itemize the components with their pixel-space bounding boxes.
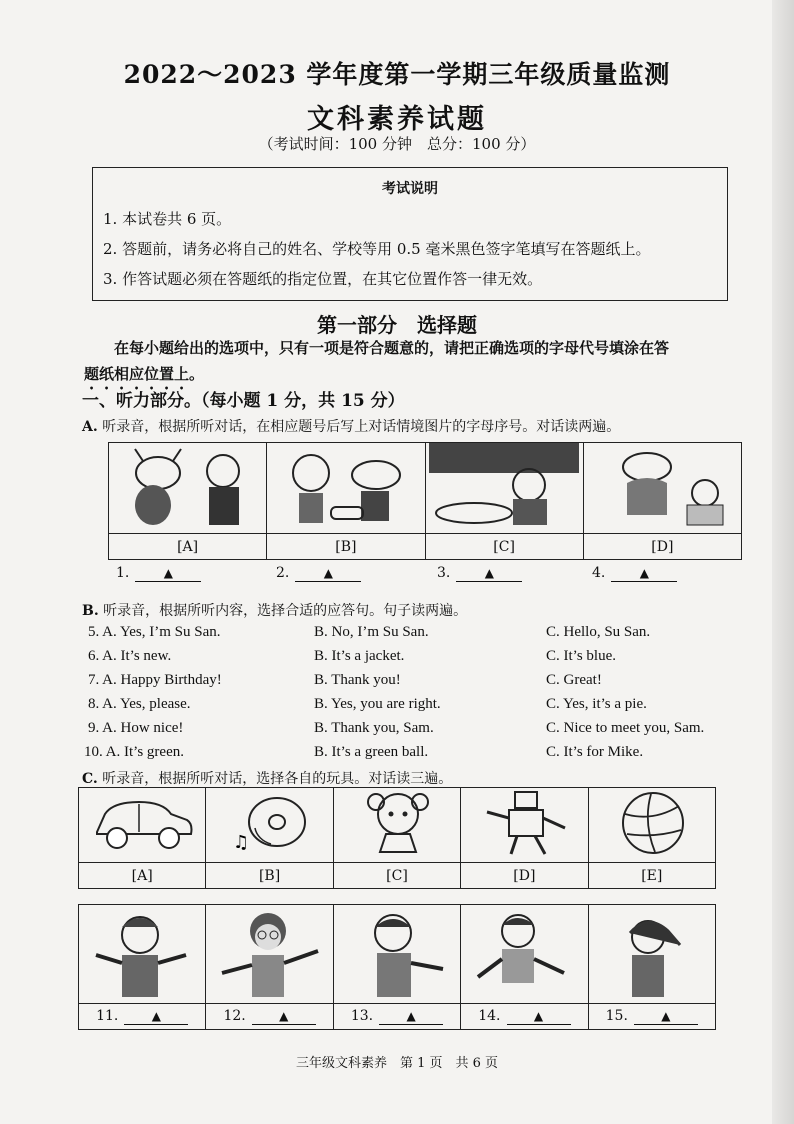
mice-dialogue-illustration <box>113 443 263 529</box>
q5-option-c[interactable]: C. Hello, Su San. <box>546 624 651 640</box>
picture-cell-d <box>583 443 741 534</box>
answer-marker: ▲ <box>323 566 333 580</box>
toy-label: [E] <box>588 863 715 889</box>
table-party-illustration <box>429 443 579 529</box>
q5-option-b[interactable]: B. No, I’m Su San. <box>314 624 429 640</box>
part1-title: 第一部分 选择题 <box>317 313 477 337</box>
toy-label: [B] <box>206 863 333 889</box>
section-b-text: 听录音，根据所听内容，选择合适的应答句。句子读两遍。 <box>103 603 468 619</box>
exam-time-info: （考试时间：100 分钟 总分：100 分） <box>258 135 536 153</box>
q7-option-b[interactable]: B. Thank you! <box>314 672 401 688</box>
child-answer-15 <box>588 1004 715 1030</box>
answer-marker: ▲ <box>533 1009 544 1023</box>
q9-option-c[interactable]: C. Nice to meet you, Sam. <box>546 720 705 736</box>
section-a-label: A. <box>82 419 98 435</box>
picture-label: [C] <box>425 534 583 560</box>
answer-blank[interactable] <box>124 1008 188 1025</box>
child-cell-11 <box>79 905 206 1004</box>
answer-blank[interactable] <box>252 1008 316 1025</box>
picture-label: [A] <box>109 534 267 560</box>
q10-option-b[interactable]: B. It’s a green ball. <box>314 744 429 760</box>
section-b-instruction <box>82 600 467 620</box>
part1-instruction: 在每小题给出的选项中，只有一项是符合题意的，请把正确选项的字母代号填涂在答 <box>114 339 670 357</box>
answer-number: 2. <box>276 565 290 581</box>
section-a-text: 听录音，根据所听对话，在相应题号后写上对话情境图片的字母序号。对话读两遍。 <box>102 419 621 435</box>
answer-marker: ▲ <box>639 566 649 580</box>
q6-option-a[interactable]: 6. A. It’s new. <box>88 648 172 664</box>
answer-blank[interactable] <box>456 565 522 582</box>
exam-subtitle: 文科素养试题 <box>307 104 487 135</box>
q8-option-c[interactable]: C. Yes, it’s a pie. <box>546 696 647 712</box>
mouse-reading-illustration <box>587 443 737 529</box>
svg-text:♫: ♫ <box>232 832 249 853</box>
answer-1 <box>116 565 201 582</box>
q6-option-b[interactable]: B. It’s a jacket. <box>314 648 405 664</box>
answer-number: 1. <box>116 565 130 581</box>
answer-blank[interactable] <box>507 1008 571 1025</box>
child-cell-13 <box>333 905 460 1004</box>
notice-item: 1. 本试卷共 6 页。 <box>103 210 232 228</box>
answer-blank[interactable] <box>379 1008 443 1025</box>
answer-marker: ▲ <box>163 566 173 580</box>
section-c-text: 听录音，根据所听对话，选择各自的玩具。对话读三遍。 <box>102 771 453 787</box>
toy-cell-d <box>461 788 588 863</box>
picture-label: [D] <box>583 534 741 560</box>
q8-option-a[interactable]: 8. A. Yes, please. <box>88 696 191 712</box>
section-c-label: C. <box>82 771 98 787</box>
part1-instruction-cont: 题纸相应位置上。 <box>84 365 205 383</box>
toy-car-icon <box>83 788 201 858</box>
q10-option-c[interactable]: C. It’s for Mike. <box>546 744 644 760</box>
child-cell-12 <box>206 905 333 1004</box>
picture-cell-b <box>267 443 425 534</box>
child-cell-15 <box>588 905 715 1004</box>
section-a-picture-table <box>108 442 742 560</box>
boy-pointing-illustration <box>337 905 457 999</box>
answer-marker: ▲ <box>661 1009 671 1023</box>
doll-icon <box>338 788 456 858</box>
answer-marker: ▲ <box>279 1009 289 1023</box>
child-answer-14 <box>461 1004 588 1030</box>
girl-with-glasses-illustration <box>210 905 330 999</box>
answer-blank[interactable] <box>135 565 201 582</box>
notice-item: 2. 答题前，请务必将自己的姓名、学校等用 0.5 毫米黑色签字笔填写在答题纸上。 <box>103 240 651 258</box>
answer-number: 14. <box>478 1008 501 1024</box>
q10-option-a[interactable]: 10. A. It’s green. <box>84 744 184 760</box>
answer-number: 12. <box>223 1008 246 1024</box>
exam-title: 2022～2023 学年度第一学期三年级质量监测 <box>123 60 671 89</box>
toy-cell-c <box>333 788 460 863</box>
section-c-instruction <box>82 768 452 788</box>
answer-3 <box>437 565 522 582</box>
robot-icon <box>465 788 583 858</box>
picture-cell-a <box>109 443 267 534</box>
child-cell-14 <box>461 905 588 1004</box>
answer-2 <box>276 565 361 582</box>
q8-option-b[interactable]: B. Yes, you are right. <box>314 696 441 712</box>
boy-running-illustration <box>464 905 584 999</box>
q7-option-c[interactable]: C. Great! <box>546 672 602 688</box>
answer-marker: ▲ <box>406 1009 416 1023</box>
answer-number: 4. <box>592 565 606 581</box>
toy-cell-a <box>79 788 206 863</box>
kids-with-toy-car-illustration <box>271 443 421 529</box>
toy-label: [C] <box>333 863 460 889</box>
q7-option-a[interactable]: 7. A. Happy Birthday! <box>88 672 222 688</box>
boy-with-tie-illustration <box>82 905 202 999</box>
answer-marker: ▲ <box>484 566 494 580</box>
scan-edge <box>772 0 794 1124</box>
q9-option-b[interactable]: B. Thank you, Sam. <box>314 720 434 736</box>
picture-cell-c <box>425 443 583 534</box>
girl-with-ponytail-illustration <box>592 905 712 999</box>
answer-number: 3. <box>437 565 451 581</box>
toy-label: [D] <box>461 863 588 889</box>
child-answer-13 <box>333 1004 460 1030</box>
exam-notice-box <box>92 167 728 301</box>
child-answer-11 <box>79 1004 206 1030</box>
answer-number: 15. <box>605 1008 628 1024</box>
answer-marker: ▲ <box>151 1009 161 1023</box>
q5-option-a[interactable]: 5. A. Yes, I’m Su San. <box>88 624 221 640</box>
answer-4 <box>592 565 677 582</box>
toy-cell-b <box>206 788 333 863</box>
toy-label: [A] <box>79 863 206 889</box>
picture-label: [B] <box>267 534 425 560</box>
volleyball-icon <box>593 788 711 858</box>
q9-option-a[interactable]: 9. A. How nice! <box>88 720 184 736</box>
answer-blank[interactable] <box>611 565 677 582</box>
answer-number: 11. <box>96 1008 119 1024</box>
answer-blank[interactable] <box>634 1008 698 1025</box>
answer-number: 13. <box>350 1008 374 1024</box>
section-a-instruction <box>82 416 620 436</box>
answer-blank[interactable] <box>295 565 361 582</box>
cd-disc-icon <box>211 788 329 858</box>
toy-cell-e <box>588 788 715 863</box>
notice-item: 3. 作答试题必须在答题纸的指定位置，在其它位置作答一律无效。 <box>103 270 543 288</box>
q6-option-c[interactable]: C. It’s blue. <box>546 648 616 664</box>
listening-heading: 一、听力部分。（每小题 1 分，共 15 分） <box>82 391 405 411</box>
notice-heading: 考试说明 <box>382 181 438 197</box>
page-footer: 三年级文科素养 第 1 页 共 6 页 <box>295 1056 499 1071</box>
child-answer-12 <box>206 1004 333 1030</box>
children-picture-table <box>78 904 716 1030</box>
toy-picture-table <box>78 787 716 889</box>
section-b-label: B. <box>82 603 99 619</box>
